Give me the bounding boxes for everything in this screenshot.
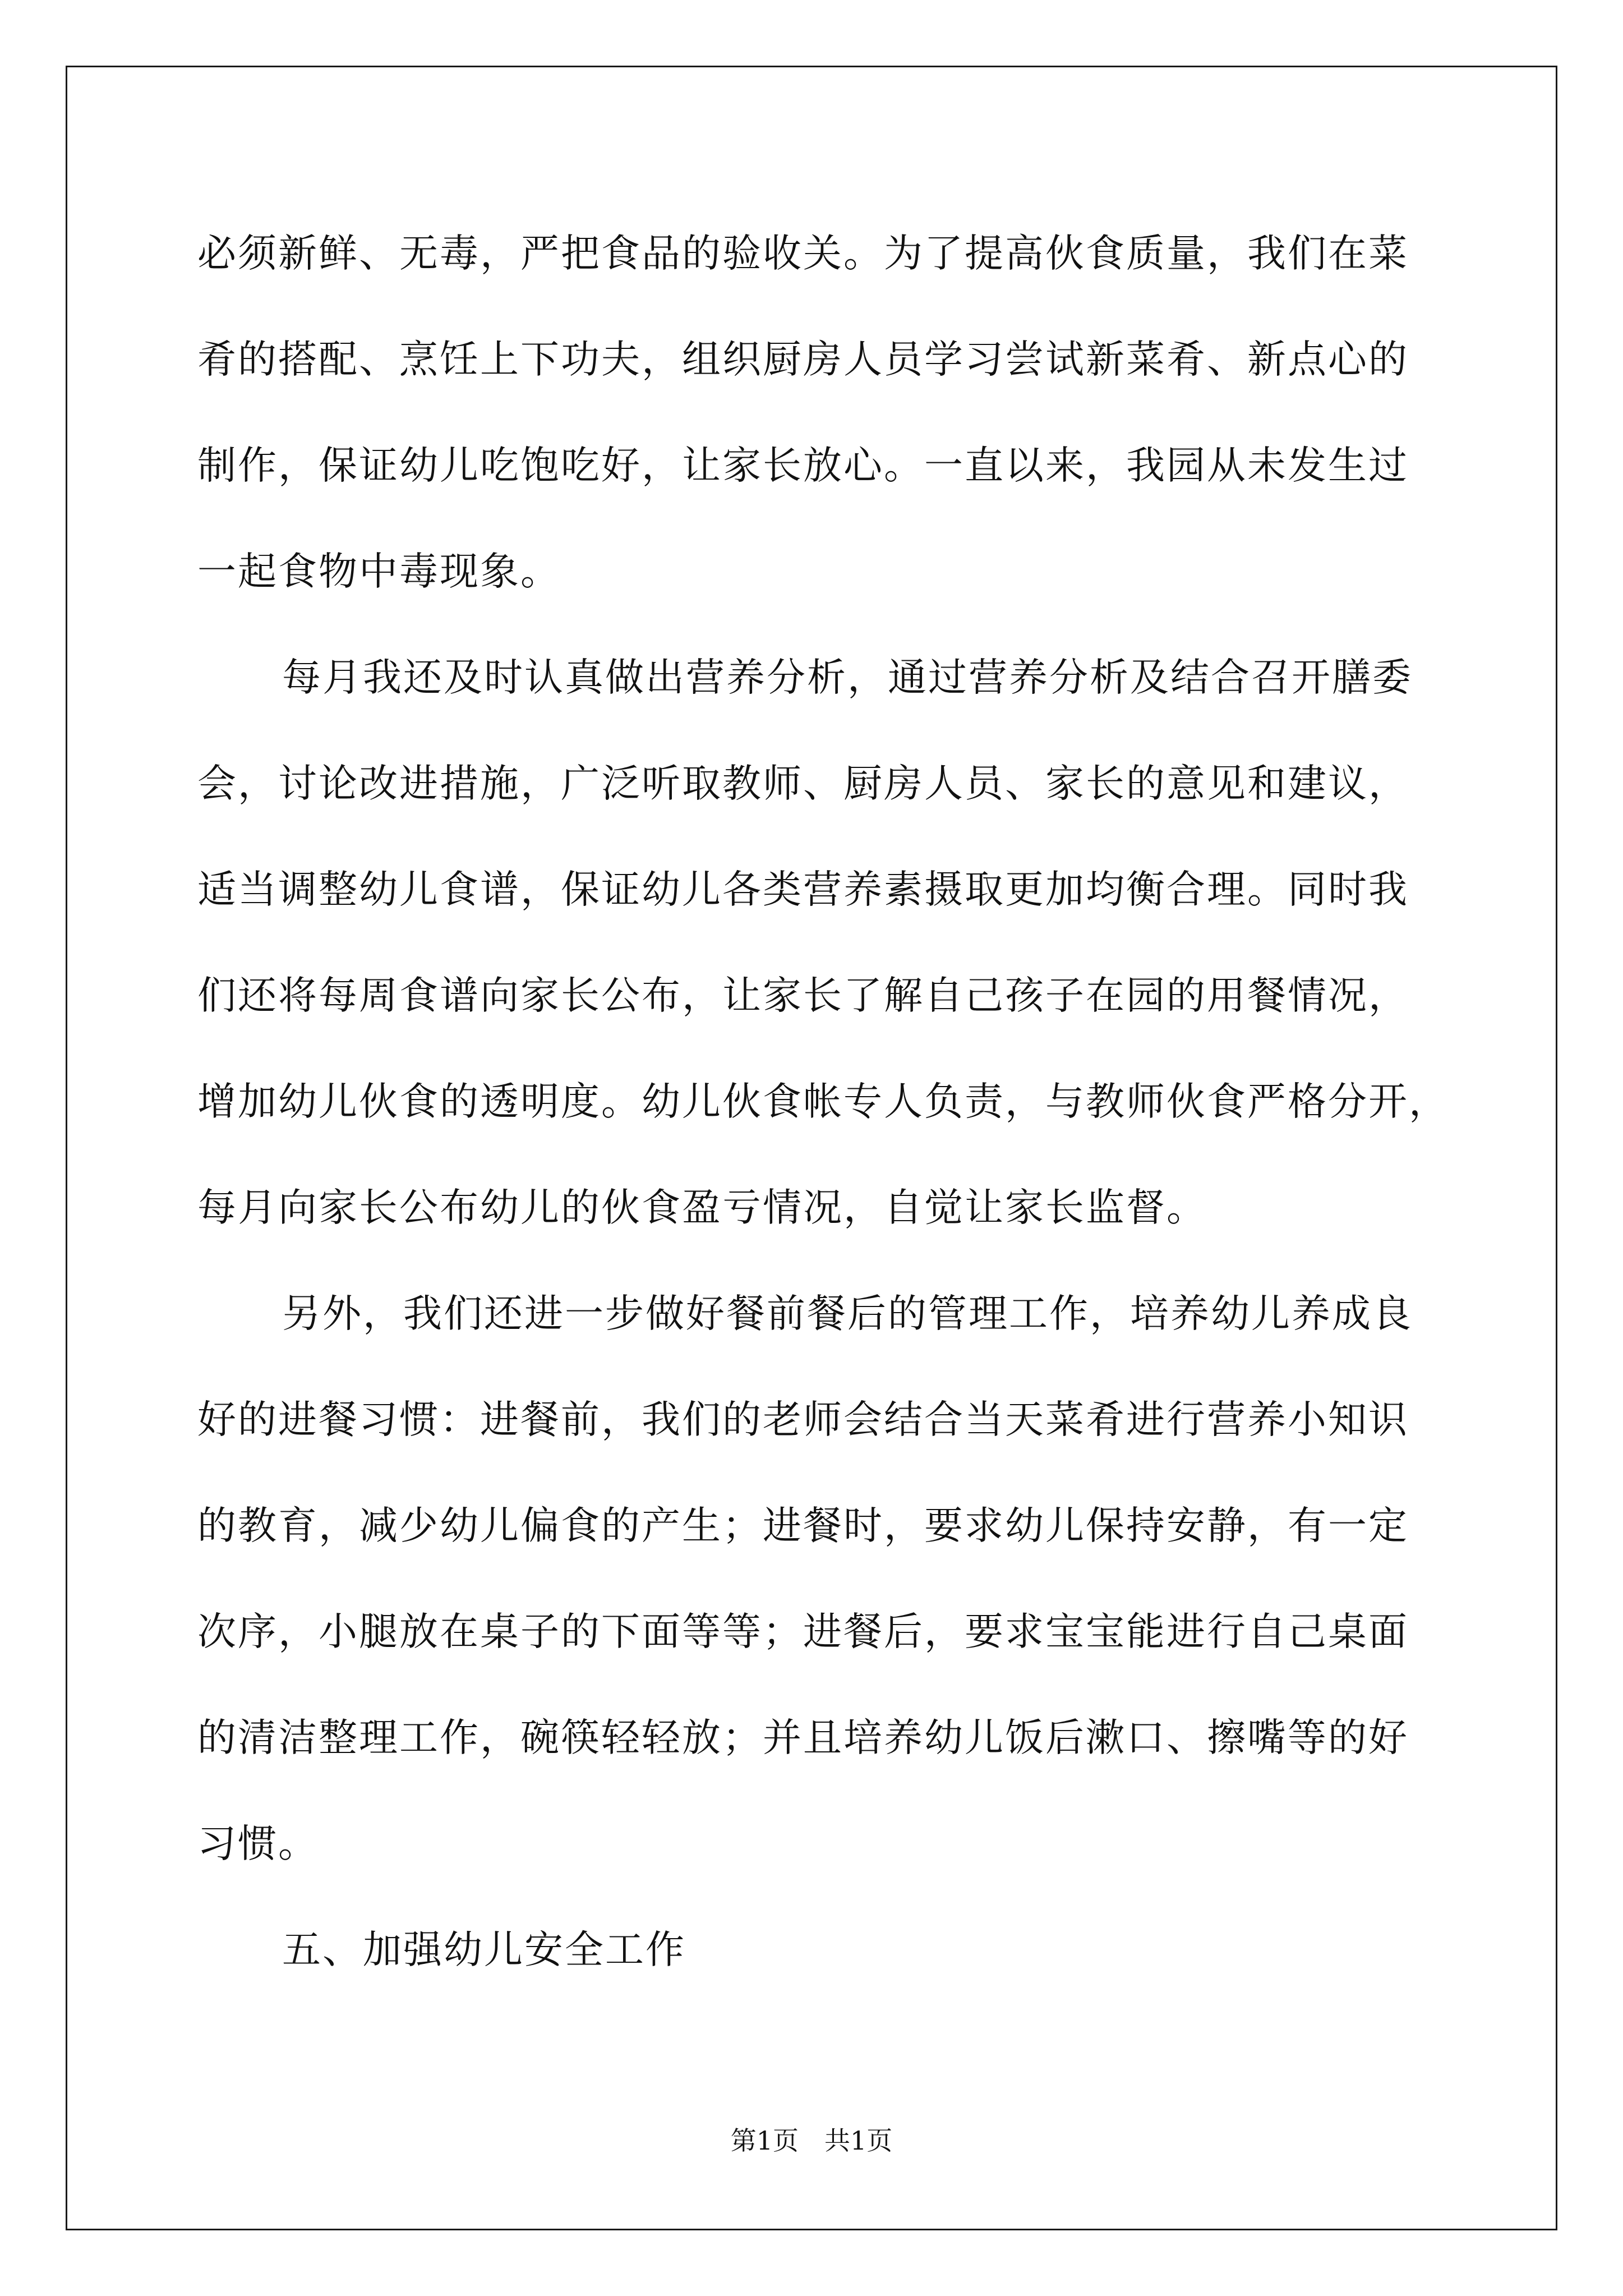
paragraph-2-line-1: 每月我还及时认真做出营养分析，通过营养分析及结合召开膳委 bbox=[282, 655, 1413, 700]
paragraph-1-line-3: 制作，保证幼儿吃饱吃好，让家长放心。一直以来，我园从未发生过 bbox=[197, 443, 1409, 488]
paragraph-3-line-4: 次序，小腿放在桌子的下面等等；进餐后，要求宝宝能进行自己桌面 bbox=[197, 1609, 1409, 1654]
paragraph-2-line-6: 每月向家长公布幼儿的伙食盈亏情况，自觉让家长监督。 bbox=[197, 1185, 1207, 1230]
paragraph-3-line-6: 习惯。 bbox=[197, 1821, 319, 1866]
paragraph-1-line-2: 肴的搭配、烹饪上下功夫，组织厨房人员学习尝试新菜肴、新点心的 bbox=[197, 337, 1409, 382]
paragraph-3-line-5: 的清洁整理工作，碗筷轻轻放；并且培养幼儿饭后漱口、擦嘴等的好 bbox=[197, 1715, 1409, 1760]
paragraph-4-line-1: 五、加强幼儿安全工作 bbox=[282, 1927, 686, 1972]
paragraph-3-line-2: 好的进餐习惯：进餐前，我们的老师会结合当天菜肴进行营养小知识 bbox=[197, 1397, 1409, 1442]
paragraph-2-line-2: 会，讨论改进措施，广泛听取教师、厨房人员、家长的意见和建议， bbox=[197, 761, 1409, 806]
paragraph-3-line-1: 另外，我们还进一步做好餐前餐后的管理工作，培养幼儿养成良 bbox=[282, 1291, 1413, 1336]
page-border bbox=[66, 66, 1557, 2230]
paragraph-3-line-3: 的教育，减少幼儿偏食的产生；进餐时，要求幼儿保持安静，有一定 bbox=[197, 1503, 1409, 1548]
paragraph-2-line-3: 适当调整幼儿食谱，保证幼儿各类营养素摄取更加均衡合理。同时我 bbox=[197, 867, 1409, 912]
paragraph-2-line-4: 们还将每周食谱向家长公布，让家长了解自己孩子在园的用餐情况， bbox=[197, 973, 1409, 1018]
paragraph-2-line-5: 增加幼儿伙食的透明度。幼儿伙食帐专人负责，与教师伙食严格分开， bbox=[197, 1079, 1449, 1124]
paragraph-1-line-1: 必须新鲜、无毒，严把食品的验收关。为了提高伙食质量，我们在菜 bbox=[197, 231, 1409, 276]
page-footer: 第1页 共1页 bbox=[730, 2125, 893, 2156]
paragraph-1-line-4: 一起食物中毒现象。 bbox=[197, 549, 561, 594]
